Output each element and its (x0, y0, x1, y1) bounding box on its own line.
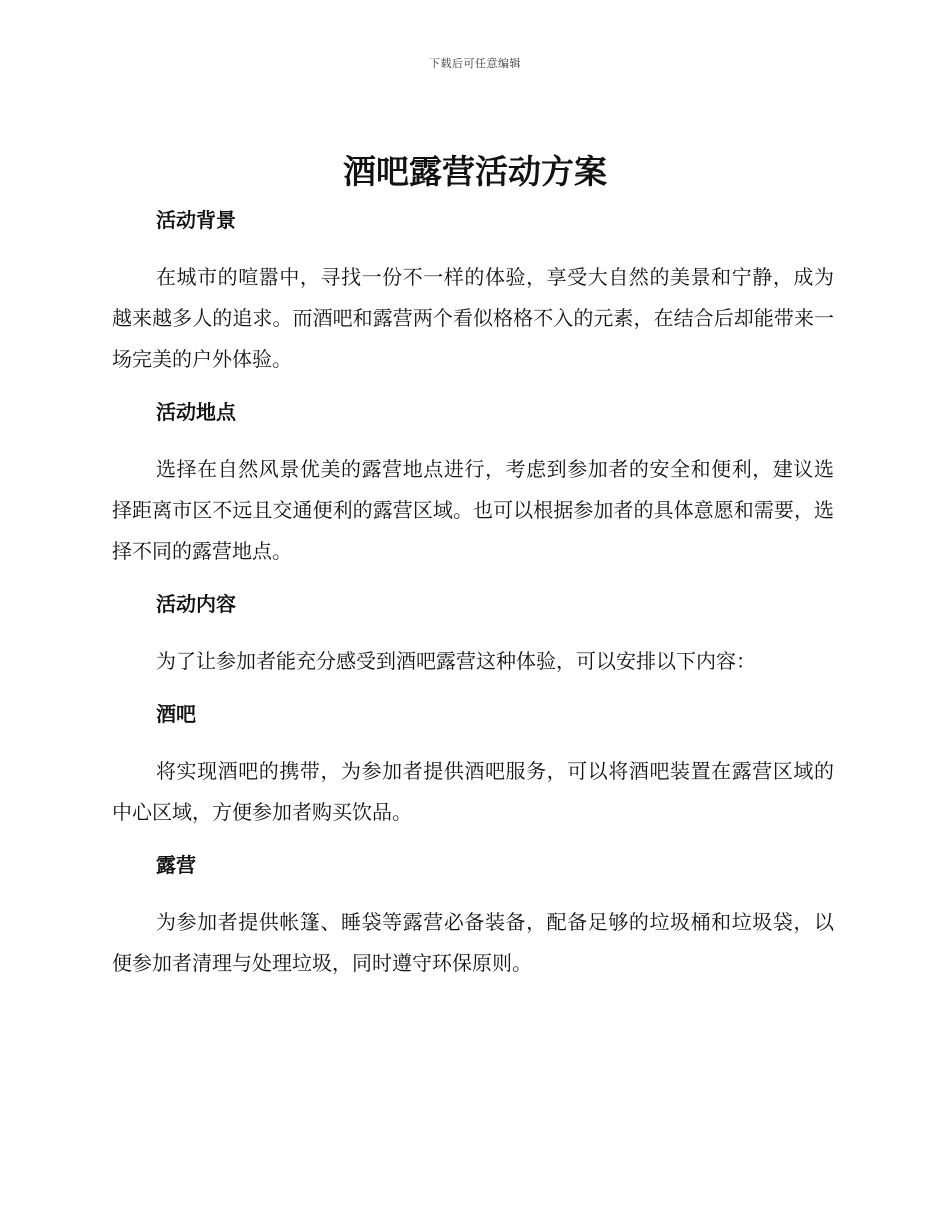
section-heading: 活动地点 (156, 400, 236, 424)
section-camping (112, 848, 834, 984)
section-location (112, 395, 834, 572)
section-heading: 活动内容 (156, 592, 236, 616)
section-paragraph: 为参加者提供帐篷、睡袋等露营必备装备，配备足够的垃圾桶和垃圾袋，以便参加者清理与处理垃圾，同时遵守环保原则。 (112, 910, 834, 975)
section-paragraph: 选择在自然风景优美的露营地点进行，考虑到参加者的安全和便利，建议选择距离市区不远且交通便利的露营区域。也可以根据参加者的具体意愿和需要，选择不同的露营地点。 (112, 457, 834, 563)
section-content (112, 587, 834, 682)
section-heading: 酒吧 (156, 702, 196, 726)
section-paragraph: 将实现酒吧的携带，为参加者提供酒吧服务，可以将酒吧装置在露营区域的中心区域，方便参加者购买饮品。 (112, 759, 834, 824)
section-paragraph: 为了让参加者能充分感受到酒吧露营这种体验，可以安排以下内容： (156, 649, 756, 673)
section-heading: 活动背景 (156, 208, 236, 232)
section-paragraph: 在城市的喧嚣中，寻找一份不一样的体验，享受大自然的美景和宁静，成为越来越多人的追求。而酒吧和露营两个看似格格不入的元素，在结合后却能带来一场完美的户外体验。 (112, 265, 834, 371)
document-body (112, 203, 834, 984)
section-background (112, 203, 834, 380)
section-heading: 露营 (156, 853, 196, 877)
document-title: 酒吧露营活动方案 (343, 152, 607, 191)
header-note: 下载后可任意编辑 (429, 57, 521, 70)
section-bar (112, 697, 834, 833)
